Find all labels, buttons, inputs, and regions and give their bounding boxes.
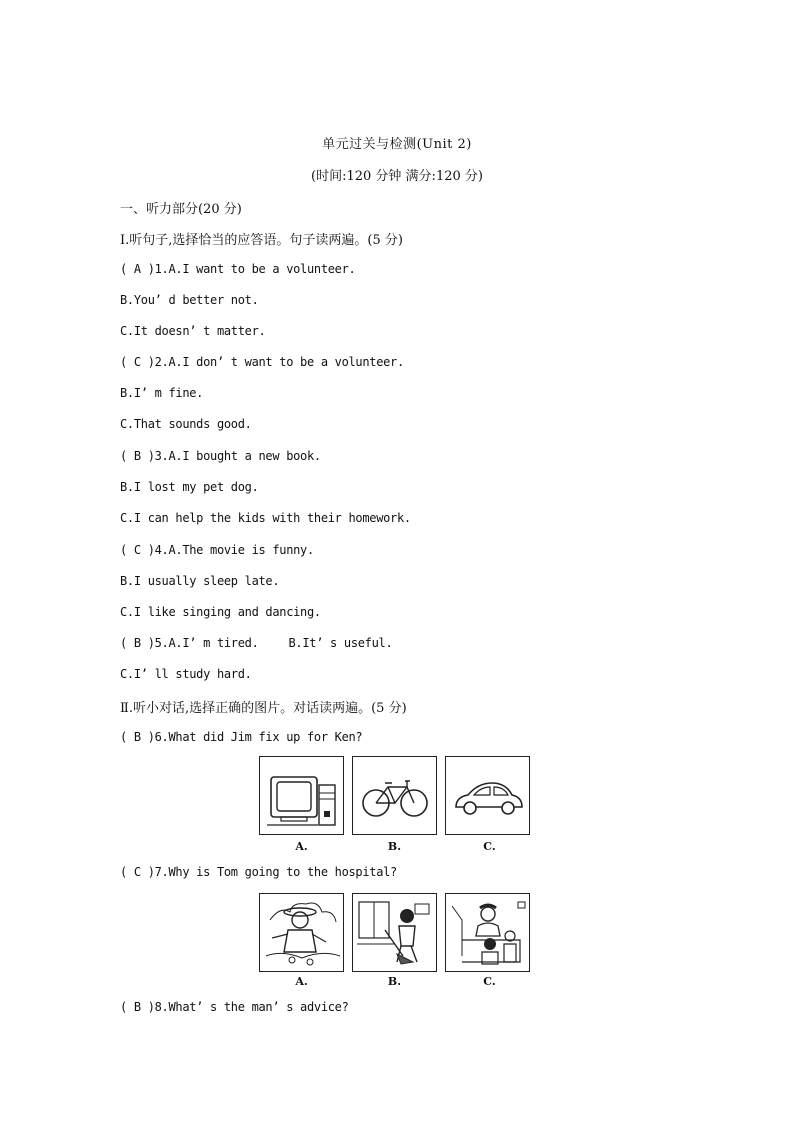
- caption-c: C.: [483, 975, 496, 988]
- question-2: ( C )2.A.I don’ t want to be a volunteer.: [120, 355, 404, 369]
- page-subtitle: (时间:120 分钟 满分:120 分): [311, 169, 483, 184]
- question-1: ( A )1.A.I want to be a volunteer.: [120, 262, 356, 276]
- question-3-option-c: C.I can help the kids with their homework.: [120, 511, 411, 525]
- question-1-option-b: B.You’ d better not.: [120, 293, 259, 307]
- question-5: [120, 636, 392, 650]
- question-3: ( B )3.A.I bought a new book.: [120, 449, 321, 463]
- bicycle-icon: [355, 759, 435, 833]
- hospital-picture: [445, 893, 530, 972]
- question-7-pictures: [259, 893, 530, 972]
- question-4-option-b: B.I usually sleep late.: [120, 574, 280, 588]
- computer-picture: [259, 756, 344, 835]
- section-heading: 一、听力部分(20 分): [120, 202, 242, 217]
- question-6: ( B )6.What did Jim fix up for Ken?: [120, 730, 363, 744]
- part1-heading: Ⅰ.听句子,选择恰当的应答语。句子读两遍。(5 分): [120, 233, 403, 248]
- question-1-option-c: C.It doesn’ t matter.: [120, 324, 266, 338]
- caption-b: B.: [387, 840, 402, 853]
- person-in-hat-icon: [262, 896, 342, 970]
- bicycle-picture: [352, 756, 437, 835]
- caption-c: C.: [483, 840, 496, 853]
- question-4: ( C )4.A.The movie is funny.: [120, 543, 314, 557]
- question-4-option-c: C.I like singing and dancing.: [120, 605, 321, 619]
- question-5-option-c: C.I’ ll study hard.: [120, 667, 252, 681]
- computer-icon: [262, 759, 342, 833]
- question-8: ( B )8.What’ s the man’ s advice?: [120, 1000, 349, 1014]
- cleaning-picture: [352, 893, 437, 972]
- page-title: 单元过关与检测(Unit 2): [322, 137, 472, 152]
- caption-b: B.: [387, 975, 402, 988]
- car-picture: [445, 756, 530, 835]
- caption-a: A.: [295, 840, 308, 853]
- question-5-option-a: ( B )5.A.I’ m tired.: [120, 636, 259, 650]
- farmer-picture: [259, 893, 344, 972]
- hospital-visit-icon: [448, 896, 528, 970]
- caption-a: A.: [295, 975, 308, 988]
- question-2-option-c: C.That sounds good.: [120, 417, 252, 431]
- question-7: ( C )7.Why is Tom going to the hospital?: [120, 865, 397, 879]
- question-5-option-b: B.It’ s useful.: [288, 636, 393, 650]
- part2-heading: Ⅱ.听小对话,选择正确的图片。对话读两遍。(5 分): [120, 701, 407, 716]
- question-2-option-b: B.I’ m fine.: [120, 386, 204, 400]
- car-icon: [448, 759, 528, 833]
- boy-sweeping-icon: [355, 896, 435, 970]
- question-6-pictures: [259, 756, 530, 835]
- question-3-option-b: B.I lost my pet dog.: [120, 480, 259, 494]
